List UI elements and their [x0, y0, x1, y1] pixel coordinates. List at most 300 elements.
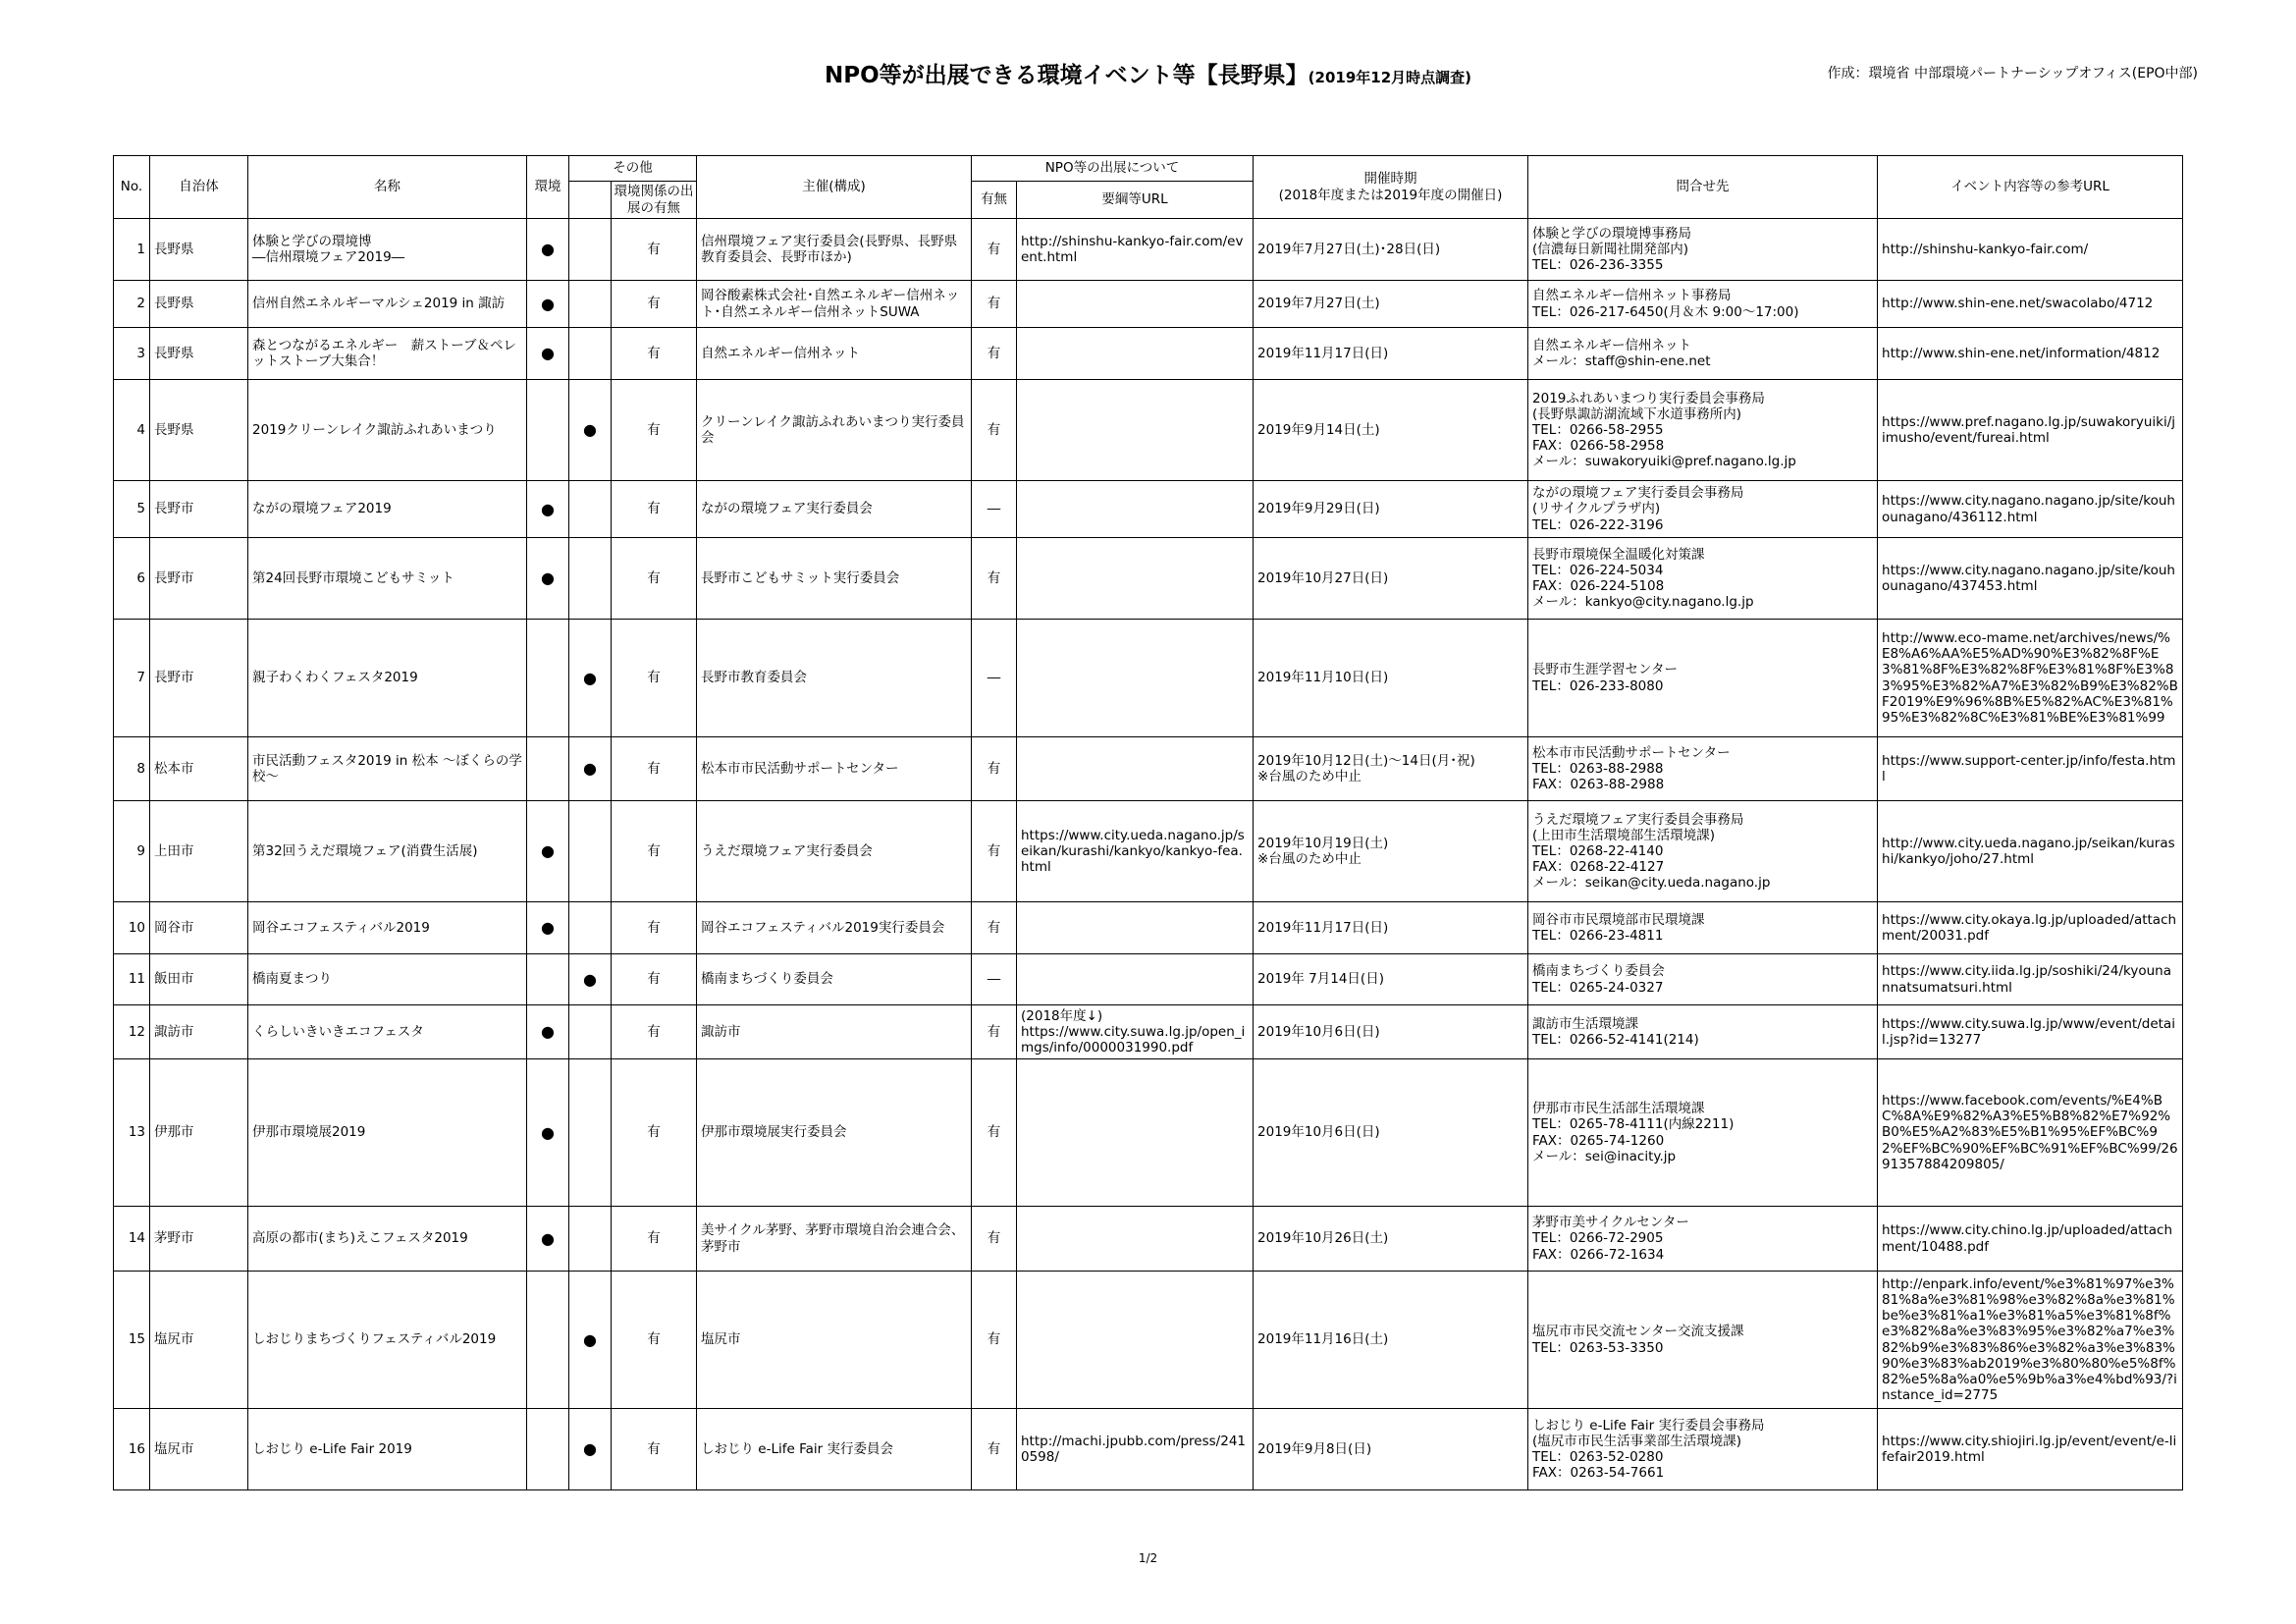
cell-text: うえだ環境フェア実行委員会 [701, 842, 873, 859]
cell-text: 2019年9月8日(日) [1257, 1440, 1372, 1457]
cell-text: 橋南夏まつり [252, 971, 332, 988]
cell-text: 有 [987, 1230, 1001, 1247]
cell-other-mark [569, 737, 612, 801]
cell-text: 14 [128, 1230, 145, 1247]
cell-text: 有 [987, 1023, 1001, 1040]
cell-contact [1528, 902, 1878, 954]
cell-text: 2019年11月17日(日) [1257, 345, 1389, 361]
cell-text: 6 [136, 569, 145, 586]
cell-other-mark [569, 380, 612, 481]
cell-text: 森とつながるエネルギー 薪ストーブ＆ペレットストーブ大集合！ [252, 337, 517, 369]
cell-guideline-url [1017, 902, 1254, 954]
cell-organizer [697, 737, 972, 801]
bullet-mark-icon: ● [541, 344, 555, 363]
cell-guideline-url [1017, 1059, 1254, 1207]
cell-name [248, 219, 527, 281]
table-row [114, 328, 2183, 380]
cell-env-mark [527, 1005, 569, 1059]
cell-text: 諏訪市 [154, 1023, 194, 1040]
url-link[interactable]: http://www.eco-mame.net/archives/news/%E8%A6%AA%E5%AD%90%E3%82%8F%E3%81%8F%E3%82%8F%E3%81%8F%E3%83%95%E3%82%A7%E3%82%B9%E3%82%BF2019%E9%96%8B%E5%82%AC%E3%81%95%E3%82%8C%E3%81%BE%E3%81%99 [1882, 629, 2178, 726]
cell-text: ― [987, 501, 1001, 517]
col-header-other-env-related: 環境関係の出展の有無 [612, 182, 697, 219]
cell-npo [972, 1207, 1017, 1272]
cell-contact [1528, 620, 1878, 737]
cell-text: 有 [647, 1230, 661, 1247]
cell-date [1254, 620, 1528, 737]
cell-text: しおじり e-Life Fair 実行委員会 [701, 1440, 893, 1457]
cell-other-mark [569, 328, 612, 380]
cell-text: 2019年11月16日(土) [1257, 1331, 1389, 1348]
cell-text: 諏訪市生活環境課 TEL：0266-52-4141(214) [1532, 1015, 1699, 1048]
cell-text: 長野市 [154, 670, 194, 686]
url-link[interactable]: https://www.city.shiojiri.lg.jp/event/event/e-lifefair2019.html [1882, 1433, 2177, 1465]
cell-text: 長野市生涯学習センター TEL：026-233-8080 [1532, 662, 1678, 694]
cell-text: 第32回うえだ環境フェア(消費生活展) [252, 842, 478, 859]
cell-text: 自然エネルギー信州ネット事務局 TEL：026-217-6450(月＆木 9:00～17:00) [1532, 288, 1799, 320]
url-link[interactable]: (2018年度↓) https://www.city.suwa.lg.jp/open_imgs/info/0000031990.pdf [1021, 1007, 1246, 1056]
cell-guideline-url [1017, 1207, 1254, 1272]
cell-env-mark [527, 219, 569, 281]
header-row-top [114, 156, 2183, 182]
table-row [114, 1207, 2183, 1272]
cell-env-mark [527, 1207, 569, 1272]
cell-other-env [612, 620, 697, 737]
cell-date [1254, 954, 1528, 1005]
cell-text: 有 [647, 760, 661, 777]
cell-name [248, 801, 527, 902]
cell-text: ながの環境フェア実行委員会 [701, 501, 873, 517]
url-link[interactable]: http://www.shin-ene.net/swacolabo/4712 [1882, 296, 2154, 312]
url-link[interactable]: http://machi.jpubb.com/press/2410598/ [1021, 1433, 1246, 1465]
cell-text: 15 [128, 1331, 145, 1348]
cell-organizer [697, 1005, 972, 1059]
cell-text: 長野県 [154, 421, 194, 438]
cell-other-mark [569, 219, 612, 281]
col-header-date [1254, 156, 1528, 219]
cell-text: 有 [647, 296, 661, 312]
cell-other-env [612, 954, 697, 1005]
cell-text: ながの環境フェア2019 [252, 501, 392, 517]
bullet-mark-icon: ● [541, 568, 555, 588]
bullet-mark-icon: ● [583, 969, 597, 989]
cell-ref-url [1878, 380, 2183, 481]
cell-text: 8 [136, 760, 145, 777]
cell-npo [972, 1272, 1017, 1409]
cell-name [248, 1272, 527, 1409]
cell-text: 橋南まちづくり委員会 TEL：0265-24-0327 [1532, 963, 1665, 996]
cell-text: 有 [987, 760, 1001, 777]
cell-npo [972, 281, 1017, 328]
url-link[interactable]: https://www.city.okaya.lg.jp/uploaded/attachment/20031.pdf [1882, 911, 2177, 944]
bullet-mark-icon: ● [541, 1022, 555, 1042]
cell-no [114, 902, 150, 954]
url-link[interactable]: https://www.city.chino.lg.jp/uploaded/attachment/10488.pdf [1882, 1222, 2172, 1255]
cell-date [1254, 380, 1528, 481]
cell-text: 体験と学びの環境博事務局 (信濃毎日新聞社開発部内) TEL：026-236-3355 [1532, 225, 1692, 274]
cell-date [1254, 801, 1528, 902]
cell-text: 長野市 [154, 501, 194, 517]
cell-contact [1528, 1409, 1878, 1490]
cell-contact [1528, 1005, 1878, 1059]
col-header-ref-url: イベント内容等の参考URL [1878, 156, 2183, 219]
cell-text: 体験と学びの環境博 ―信州環境フェア2019― [252, 233, 405, 265]
cell-contact [1528, 481, 1878, 538]
cell-date [1254, 902, 1528, 954]
cell-text: ― [987, 670, 1001, 686]
bullet-mark-icon: ● [583, 668, 597, 687]
cell-other-env [612, 1059, 697, 1207]
cell-date [1254, 1272, 1528, 1409]
cell-text: 2019年10月19日(土) ※台風のため中止 [1257, 835, 1389, 867]
cell-npo [972, 1005, 1017, 1059]
cell-guideline-url [1017, 737, 1254, 801]
cell-text: 有 [987, 569, 1001, 586]
cell-text: 岡谷エコフェスティバル2019 [252, 919, 430, 936]
cell-organizer [697, 954, 972, 1005]
cell-text: 3 [136, 345, 145, 361]
cell-text: 伊那市環境展2019 [252, 1124, 366, 1141]
cell-organizer [697, 380, 972, 481]
cell-env-mark [527, 1272, 569, 1409]
cell-contact [1528, 954, 1878, 1005]
page-number: 1/2 [1138, 1551, 1158, 1565]
cell-ref-url [1878, 481, 2183, 538]
bullet-mark-icon: ● [541, 294, 555, 313]
cell-other-mark [569, 954, 612, 1005]
cell-text: 自然エネルギー信州ネット メール：staff@shin-ene.net [1532, 337, 1711, 369]
cell-contact [1528, 281, 1878, 328]
cell-text: 塩尻市 [154, 1331, 194, 1348]
cell-text: 岡谷エコフェスティバル2019実行委員会 [701, 919, 945, 936]
cell-text: 有 [647, 919, 661, 936]
cell-municipality [150, 902, 248, 954]
cell-text: 1 [136, 241, 145, 257]
cell-text: 長野県 [154, 241, 194, 257]
cell-text: 2019年10月26日(土) [1257, 1230, 1389, 1247]
cell-npo [972, 328, 1017, 380]
cell-text: 7 [136, 670, 145, 686]
cell-ref-url [1878, 1409, 2183, 1490]
cell-text: 松本市 [154, 760, 194, 777]
cell-municipality [150, 380, 248, 481]
cell-other-mark [569, 281, 612, 328]
cell-other-env [612, 801, 697, 902]
cell-ref-url [1878, 1272, 2183, 1409]
cell-no [114, 1059, 150, 1207]
cell-other-env [612, 1005, 697, 1059]
cell-date [1254, 1005, 1528, 1059]
url-link[interactable]: https://www.city.iida.lg.jp/soshiki/24/kyounannatsumatsuri.html [1882, 963, 2171, 996]
cell-organizer [697, 1409, 972, 1490]
cell-other-mark [569, 481, 612, 538]
col-header-organizer: 主催(構成) [697, 156, 972, 219]
col-header-no: No. [114, 156, 150, 219]
cell-text: 岡谷酸素株式会社･自然エネルギー信州ネット･自然エネルギー信州ネットSUWA [701, 288, 960, 320]
cell-municipality [150, 1005, 248, 1059]
cell-text: 11 [128, 971, 145, 988]
cell-other-mark [569, 902, 612, 954]
cell-ref-url [1878, 1059, 2183, 1207]
url-link[interactable]: https://www.support-center.jp/info/festa.html [1882, 752, 2176, 785]
cell-no [114, 1272, 150, 1409]
cell-env-mark [527, 1059, 569, 1207]
cell-guideline-url [1017, 1005, 1254, 1059]
cell-text: 有 [647, 842, 661, 859]
cell-text: 塩尻市市民交流センター交流支援課 TEL：0263-53-3350 [1532, 1324, 1744, 1356]
cell-text: 岡谷市 [154, 919, 194, 936]
bullet-mark-icon: ● [541, 240, 555, 259]
cell-municipality [150, 219, 248, 281]
cell-env-mark [527, 620, 569, 737]
col-header-npo-availability: 有無 [972, 182, 1017, 219]
cell-contact [1528, 328, 1878, 380]
col-header-municipality: 自治体 [150, 156, 248, 219]
cell-municipality [150, 801, 248, 902]
cell-contact [1528, 219, 1878, 281]
url-link[interactable]: https://www.city.nagano.nagano.jp/site/kouhounagano/437453.html [1882, 562, 2175, 594]
cell-npo [972, 1409, 1017, 1490]
cell-municipality [150, 1272, 248, 1409]
cell-text: 2019年9月14日(土) [1257, 421, 1380, 438]
cell-ref-url [1878, 1207, 2183, 1272]
cell-text: 2019ふれあいまつり実行委員会事務局 (長野県諏訪湖流域下水道事務所内) TEL：0266-58-2955 FAX：0266-58-2958 メール：suwakoryuiki@pref.nagano.lg.jp [1532, 390, 1796, 470]
col-header-name: 名称 [248, 156, 527, 219]
cell-text: 茅野市美サイクルセンター TEL：0266-72-2905 FAX：0266-72-1634 [1532, 1215, 1689, 1263]
url-link[interactable]: http://shinshu-kankyo-fair.com/event.html [1021, 233, 1244, 265]
cell-other-mark [569, 620, 612, 737]
cell-contact [1528, 737, 1878, 801]
cell-municipality [150, 1207, 248, 1272]
cell-other-env [612, 219, 697, 281]
cell-text: 長野県 [154, 296, 194, 312]
cell-text: 12 [128, 1023, 145, 1040]
cell-other-mark [569, 538, 612, 620]
cell-other-mark [569, 1207, 612, 1272]
bullet-mark-icon: ● [541, 1228, 555, 1248]
cell-text: ― [987, 971, 1001, 988]
cell-text: 2019年10月6日(日) [1257, 1023, 1380, 1040]
cell-text: 第24回長野市環境こどもサミット [252, 569, 454, 586]
cell-guideline-url [1017, 1272, 1254, 1409]
cell-npo [972, 620, 1017, 737]
table-row [114, 737, 2183, 801]
table-row [114, 954, 2183, 1005]
cell-text: 茅野市 [154, 1230, 194, 1247]
cell-ref-url [1878, 1005, 2183, 1059]
cell-env-mark [527, 481, 569, 538]
cell-municipality [150, 737, 248, 801]
bullet-mark-icon: ● [583, 420, 597, 440]
cell-text: 有 [987, 241, 1001, 257]
cell-guideline-url [1017, 380, 1254, 481]
cell-text: 2019年9月29日(日) [1257, 501, 1380, 517]
cell-text: 信州自然エネルギーマルシェ2019 in 諏訪 [252, 296, 506, 312]
cell-text: 16 [128, 1440, 145, 1457]
cell-date [1254, 1207, 1528, 1272]
bullet-mark-icon: ● [541, 918, 555, 938]
cell-text: 有 [647, 345, 661, 361]
bullet-mark-icon: ● [541, 499, 555, 518]
url-link[interactable]: http://enpark.info/event/%e3%81%97%e3%81%8a%e3%81%98%e3%82%8a%e3%81%be%e3%81%a1%e3%81%a5%e3%81%8f%e3%82%8a%e3%83%95%e3%82%a7%e3%82%b9%e3%83%86%e3%82%a3%e3%83%90%e3%83%ab2019%e3%80%80%e5%8f%82%e5%8a%a0%e5%9b%a3%e4%bd%93/?instance_id=2775 [1882, 1275, 2177, 1404]
cell-text: 有 [647, 971, 661, 988]
cell-organizer [697, 801, 972, 902]
cell-text: 塩尻市 [154, 1440, 194, 1457]
cell-municipality [150, 954, 248, 1005]
cell-env-mark [527, 954, 569, 1005]
cell-ref-url [1878, 902, 2183, 954]
cell-name [248, 620, 527, 737]
cell-text: 2019クリーンレイク諏訪ふれあいまつり [252, 421, 497, 438]
cell-ref-url [1878, 801, 2183, 902]
cell-text: 2019年10月12日(土)～14日(月･祝) ※台風のため中止 [1257, 752, 1475, 785]
table-row [114, 538, 2183, 620]
cell-guideline-url [1017, 219, 1254, 281]
col-header-contact: 問合せ先 [1528, 156, 1878, 219]
cell-guideline-url [1017, 620, 1254, 737]
cell-text: 2019年10月6日(日) [1257, 1124, 1380, 1141]
cell-text: 有 [987, 1124, 1001, 1141]
cell-guideline-url [1017, 328, 1254, 380]
cell-date [1254, 219, 1528, 281]
cell-npo [972, 481, 1017, 538]
cell-municipality [150, 328, 248, 380]
cell-text: 有 [647, 421, 661, 438]
url-link[interactable]: http://www.city.ueda.nagano.jp/seikan/kurashi/kankyo/joho/27.html [1882, 835, 2175, 867]
cell-text: くらしいきいきエコフェスタ [252, 1023, 424, 1040]
cell-name [248, 1005, 527, 1059]
table-row [114, 481, 2183, 538]
cell-npo [972, 954, 1017, 1005]
cell-date [1254, 481, 1528, 538]
url-link[interactable]: http://shinshu-kankyo-fair.com/ [1882, 241, 2089, 257]
cell-other-env [612, 380, 697, 481]
cell-text: 有 [647, 241, 661, 257]
cell-guideline-url [1017, 1409, 1254, 1490]
cell-text: 長野市教育委員会 [701, 670, 807, 686]
cell-text: 4 [136, 421, 145, 438]
cell-municipality [150, 1409, 248, 1490]
cell-text: 有 [647, 1023, 661, 1040]
cell-ref-url [1878, 620, 2183, 737]
cell-no [114, 219, 150, 281]
cell-text: 長野市環境保全温暖化対策課 TEL：026-224-5034 FAX：026-224-5108 メール：kankyo@city.nagano.lg.jp [1532, 546, 1754, 611]
col-header-npo-group: NPO等の出展について [972, 156, 1254, 182]
cell-text: 2 [136, 296, 145, 312]
cell-name [248, 1059, 527, 1207]
cell-other-mark [569, 1409, 612, 1490]
cell-contact [1528, 1207, 1878, 1272]
cell-ref-url [1878, 219, 2183, 281]
bullet-mark-icon: ● [583, 1329, 597, 1349]
cell-date [1254, 737, 1528, 801]
cell-other-mark [569, 1005, 612, 1059]
cell-name [248, 481, 527, 538]
cell-other-mark [569, 801, 612, 902]
url-link[interactable]: https://www.pref.nagano.lg.jp/suwakoryuiki/jimusho/event/fureai.html [1882, 413, 2176, 446]
cell-text: うえだ環境フェア実行委員会事務局 (上田市生活環境部生活環境課) TEL：0268-22-4140 FAX：0268-22-4127 メール：seikan@city.ueda.nagano.jp [1532, 811, 1771, 892]
cell-other-env [612, 1207, 697, 1272]
cell-name [248, 954, 527, 1005]
table-row [114, 380, 2183, 481]
cell-no [114, 801, 150, 902]
cell-npo [972, 801, 1017, 902]
cell-no [114, 481, 150, 538]
url-link[interactable]: https://www.city.nagano.nagano.jp/site/kouhounagano/436112.html [1882, 493, 2175, 525]
cell-no [114, 737, 150, 801]
cell-text: 高原の都市(まち)えこフェスタ2019 [252, 1230, 468, 1247]
cell-organizer [697, 1272, 972, 1409]
cell-env-mark [527, 1409, 569, 1490]
cell-municipality [150, 1059, 248, 1207]
bullet-mark-icon: ● [541, 1122, 555, 1142]
table-row [114, 1272, 2183, 1409]
cell-text: 2019年 7月14日(日) [1257, 971, 1384, 988]
cell-name [248, 281, 527, 328]
cell-text: 5 [136, 501, 145, 517]
cell-text: 9 [136, 842, 145, 859]
cell-text: 2019年11月10日(日) [1257, 670, 1389, 686]
cell-text: クリーンレイク諏訪ふれあいまつり実行委員会 [701, 413, 965, 446]
cell-organizer [697, 1207, 972, 1272]
col-header-env: 環境 [527, 156, 569, 219]
cell-no [114, 954, 150, 1005]
cell-env-mark [527, 380, 569, 481]
cell-name [248, 1207, 527, 1272]
col-header-other-group: その他 [569, 156, 697, 182]
cell-other-env [612, 481, 697, 538]
url-link[interactable]: https://www.city.ueda.nagano.jp/seikan/kurashi/kankyo/kankyo-fea.html [1021, 827, 1245, 876]
cell-name [248, 538, 527, 620]
cell-contact [1528, 380, 1878, 481]
cell-text: 有 [647, 1331, 661, 1348]
cell-no [114, 380, 150, 481]
cell-ref-url [1878, 328, 2183, 380]
url-link[interactable]: https://www.city.suwa.lg.jp/www/event/detail.jsp?id=13277 [1882, 1015, 2175, 1048]
cell-no [114, 328, 150, 380]
cell-no [114, 1207, 150, 1272]
cell-other-env [612, 737, 697, 801]
cell-organizer [697, 219, 972, 281]
cell-text: 長野市こどもサミット実行委員会 [701, 569, 900, 586]
col-header-guideline-url: 要綱等URL [1017, 182, 1254, 219]
cell-text: 橋南まちづくり委員会 [701, 971, 833, 988]
cell-date [1254, 1059, 1528, 1207]
cell-text: 自然エネルギー信州ネット [701, 345, 860, 361]
cell-text: 2019年7月27日(土) [1257, 296, 1380, 312]
cell-env-mark [527, 538, 569, 620]
cell-text: 松本市市民活動サポートセンター [701, 760, 899, 777]
url-link[interactable]: http://www.shin-ene.net/information/4812 [1882, 345, 2161, 361]
table-row [114, 801, 2183, 902]
table-row [114, 1005, 2183, 1059]
url-link[interactable]: https://www.facebook.com/events/%E4%BC%8A%E9%82%A3%E5%B8%82%E7%92%B0%E5%A2%83%E5%B1%95%EF%BC%92%EF%BC%90%EF%BC%91%EF%BC%99/2691357884209805/ [1882, 1093, 2178, 1172]
cell-env-mark [527, 801, 569, 902]
cell-other-env [612, 281, 697, 328]
cell-organizer [697, 902, 972, 954]
cell-municipality [150, 281, 248, 328]
cell-no [114, 1409, 150, 1490]
cell-contact [1528, 801, 1878, 902]
cell-text: 有 [987, 842, 1001, 859]
cell-npo [972, 902, 1017, 954]
col-header-other-blank [569, 182, 612, 219]
cell-text: 親子わくわくフェスタ2019 [252, 670, 418, 686]
cell-text: しおじり e-Life Fair 2019 [252, 1440, 412, 1457]
cell-text: しおじりまちづくりフェスティバル2019 [252, 1331, 497, 1348]
cell-contact [1528, 1059, 1878, 1207]
cell-text: 諏訪市 [701, 1023, 741, 1040]
cell-other-env [612, 902, 697, 954]
